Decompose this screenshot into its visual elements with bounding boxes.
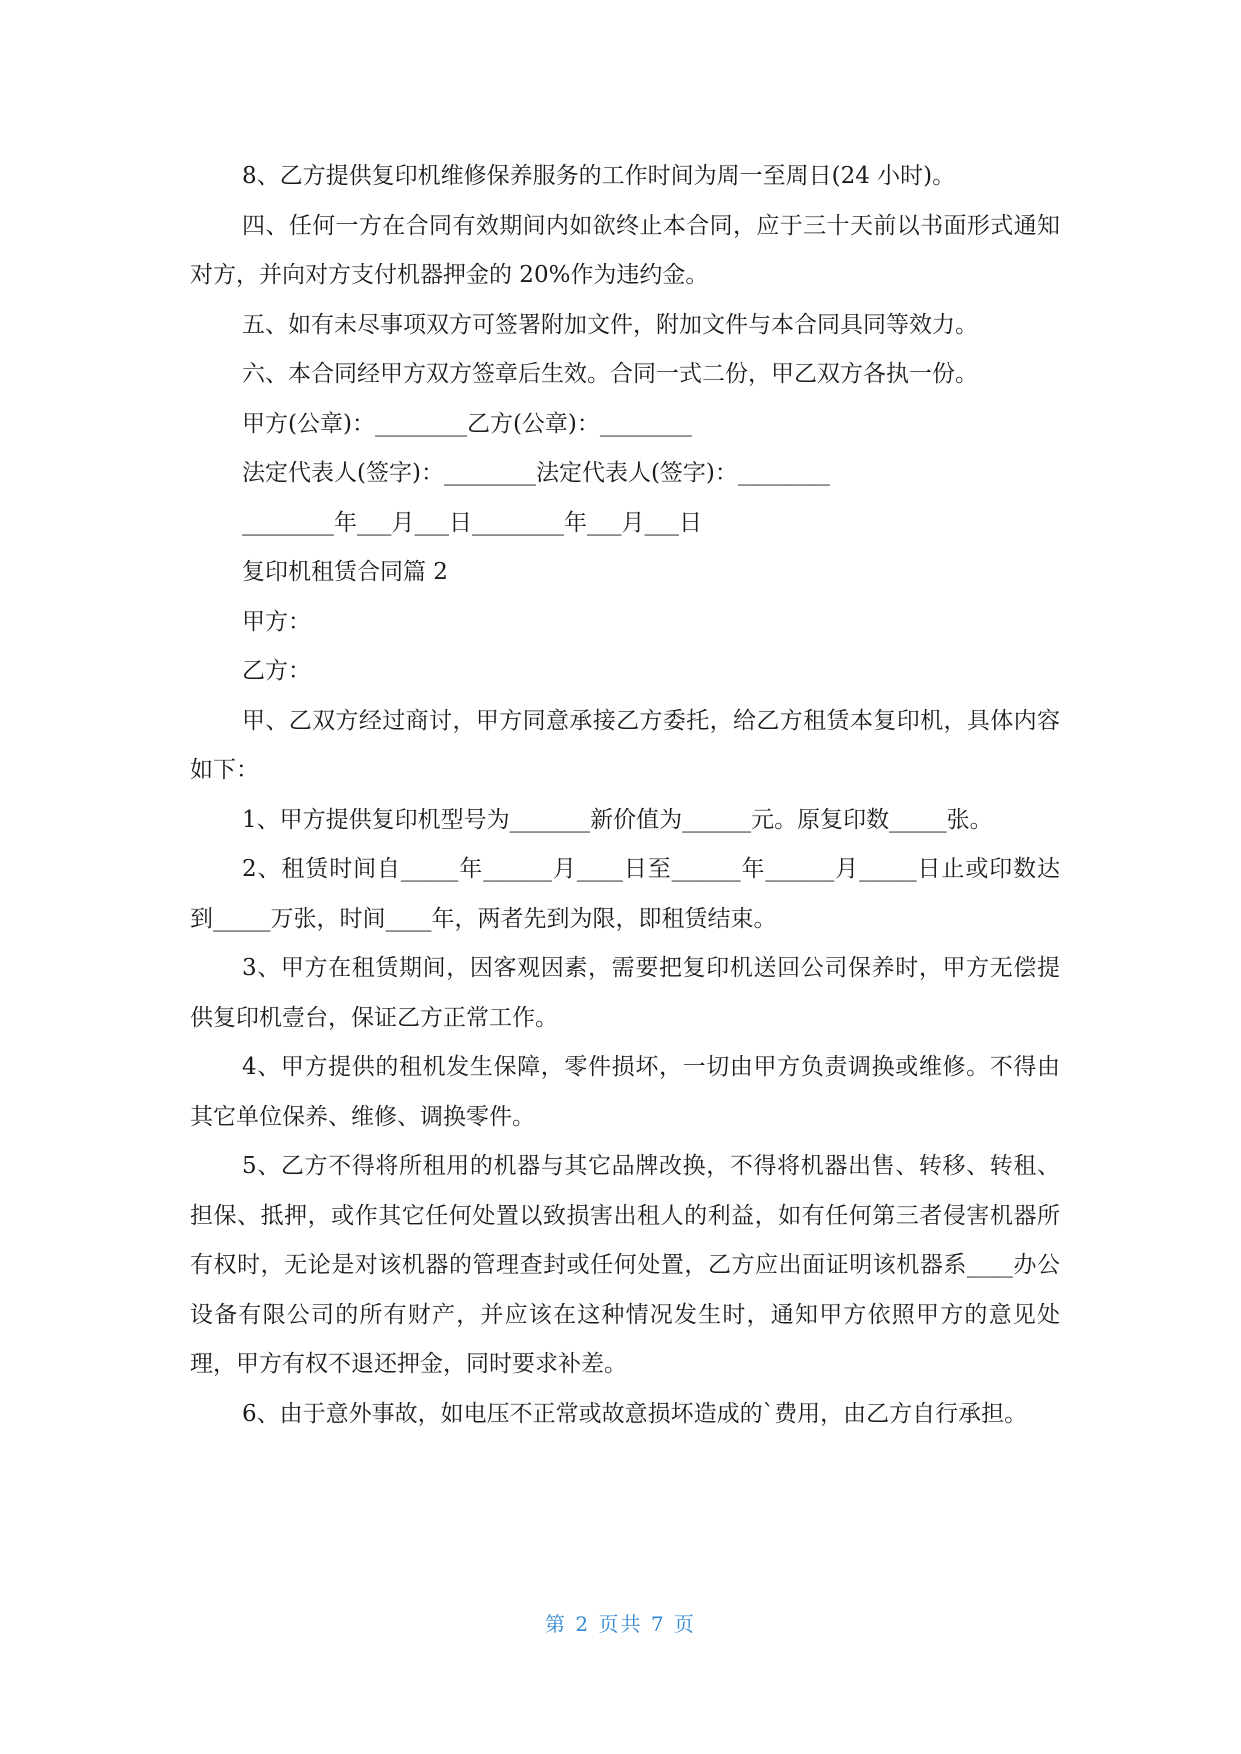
term-6-accident-costs: 6、由于意外事故，如电压不正常或故意损坏造成的`费用，由乙方自行承担。	[242, 1400, 1028, 1427]
document-body	[190, 152, 1060, 1439]
party-a-line: 甲方：	[242, 608, 311, 635]
intro-paragraph: 甲、乙双方经过商讨，甲方同意承接乙方委托，给乙方租赁本复印机，具体内容如下：	[190, 707, 1060, 783]
clause-5-supplements: 五、如有未尽事项双方可签署附加文件，附加文件与本合同具同等效力。	[242, 311, 978, 338]
term-5-ownership: 5、乙方不得将所租用的机器与其它品牌改换，不得将机器出售、转移、转租、担保、抵押，或作其它任何处置以致损害出租人的利益，如有任何第三者侵害机器所有权时，无论是对该机器的管理查封或任何处置，乙方应出面证明该机器系____办公设备有限公司的所有财产，并应该在这种情况发生时，通知甲方依照甲方的意见处理，甲方有权不退还押金，同时要求补差。	[190, 1153, 1060, 1377]
party-b-line: 乙方：	[242, 658, 311, 684]
term-2-lease-period: 2、租赁时间自_____年______月____日至______年______月_____日止或印数达到_____万张，时间____年，两者先到为限，即租赁结束。	[190, 856, 1060, 932]
clause-8-service-hours: 8、乙方提供复印机维修保养服务的工作时间为周一至周日(24 小时)。	[242, 163, 956, 189]
term-4-maintenance: 4、甲方提供的租机发生保障，零件损坏，一切由甲方负责调换或维修。不得由其它单位保养、维修、调换零件。	[190, 1054, 1060, 1130]
clause-4-termination: 四、任何一方在合同有效期间内如欲终止本合同，应于三十天前以书面形式通知对方，并向对方支付机器押金的 20%作为违约金。	[190, 212, 1060, 288]
signature-seal-line: 甲方(公章)：________乙方(公章)：________	[242, 410, 692, 437]
signature-representative-line: 法定代表人(签字)：________法定代表人(签字)：________	[242, 460, 830, 486]
term-1-model-value: 1、甲方提供复印机型号为_______新价值为______元。原复印数_____张。	[242, 806, 993, 833]
signature-date-line: ________年___月___日________年___月___日	[242, 509, 702, 536]
clause-6-effectiveness: 六、本合同经甲方双方签章后生效。合同一式二份，甲乙双方各执一份。	[242, 361, 978, 387]
section-heading: 复印机租赁合同篇 2	[242, 559, 448, 585]
page-number-footer: 第 2 页共 7 页	[545, 1612, 696, 1636]
term-3-replacement: 3、甲方在租赁期间，因客观因素，需要把复印机送回公司保养时，甲方无偿提供复印机壹台，保证乙方正常工作。	[190, 955, 1060, 1031]
